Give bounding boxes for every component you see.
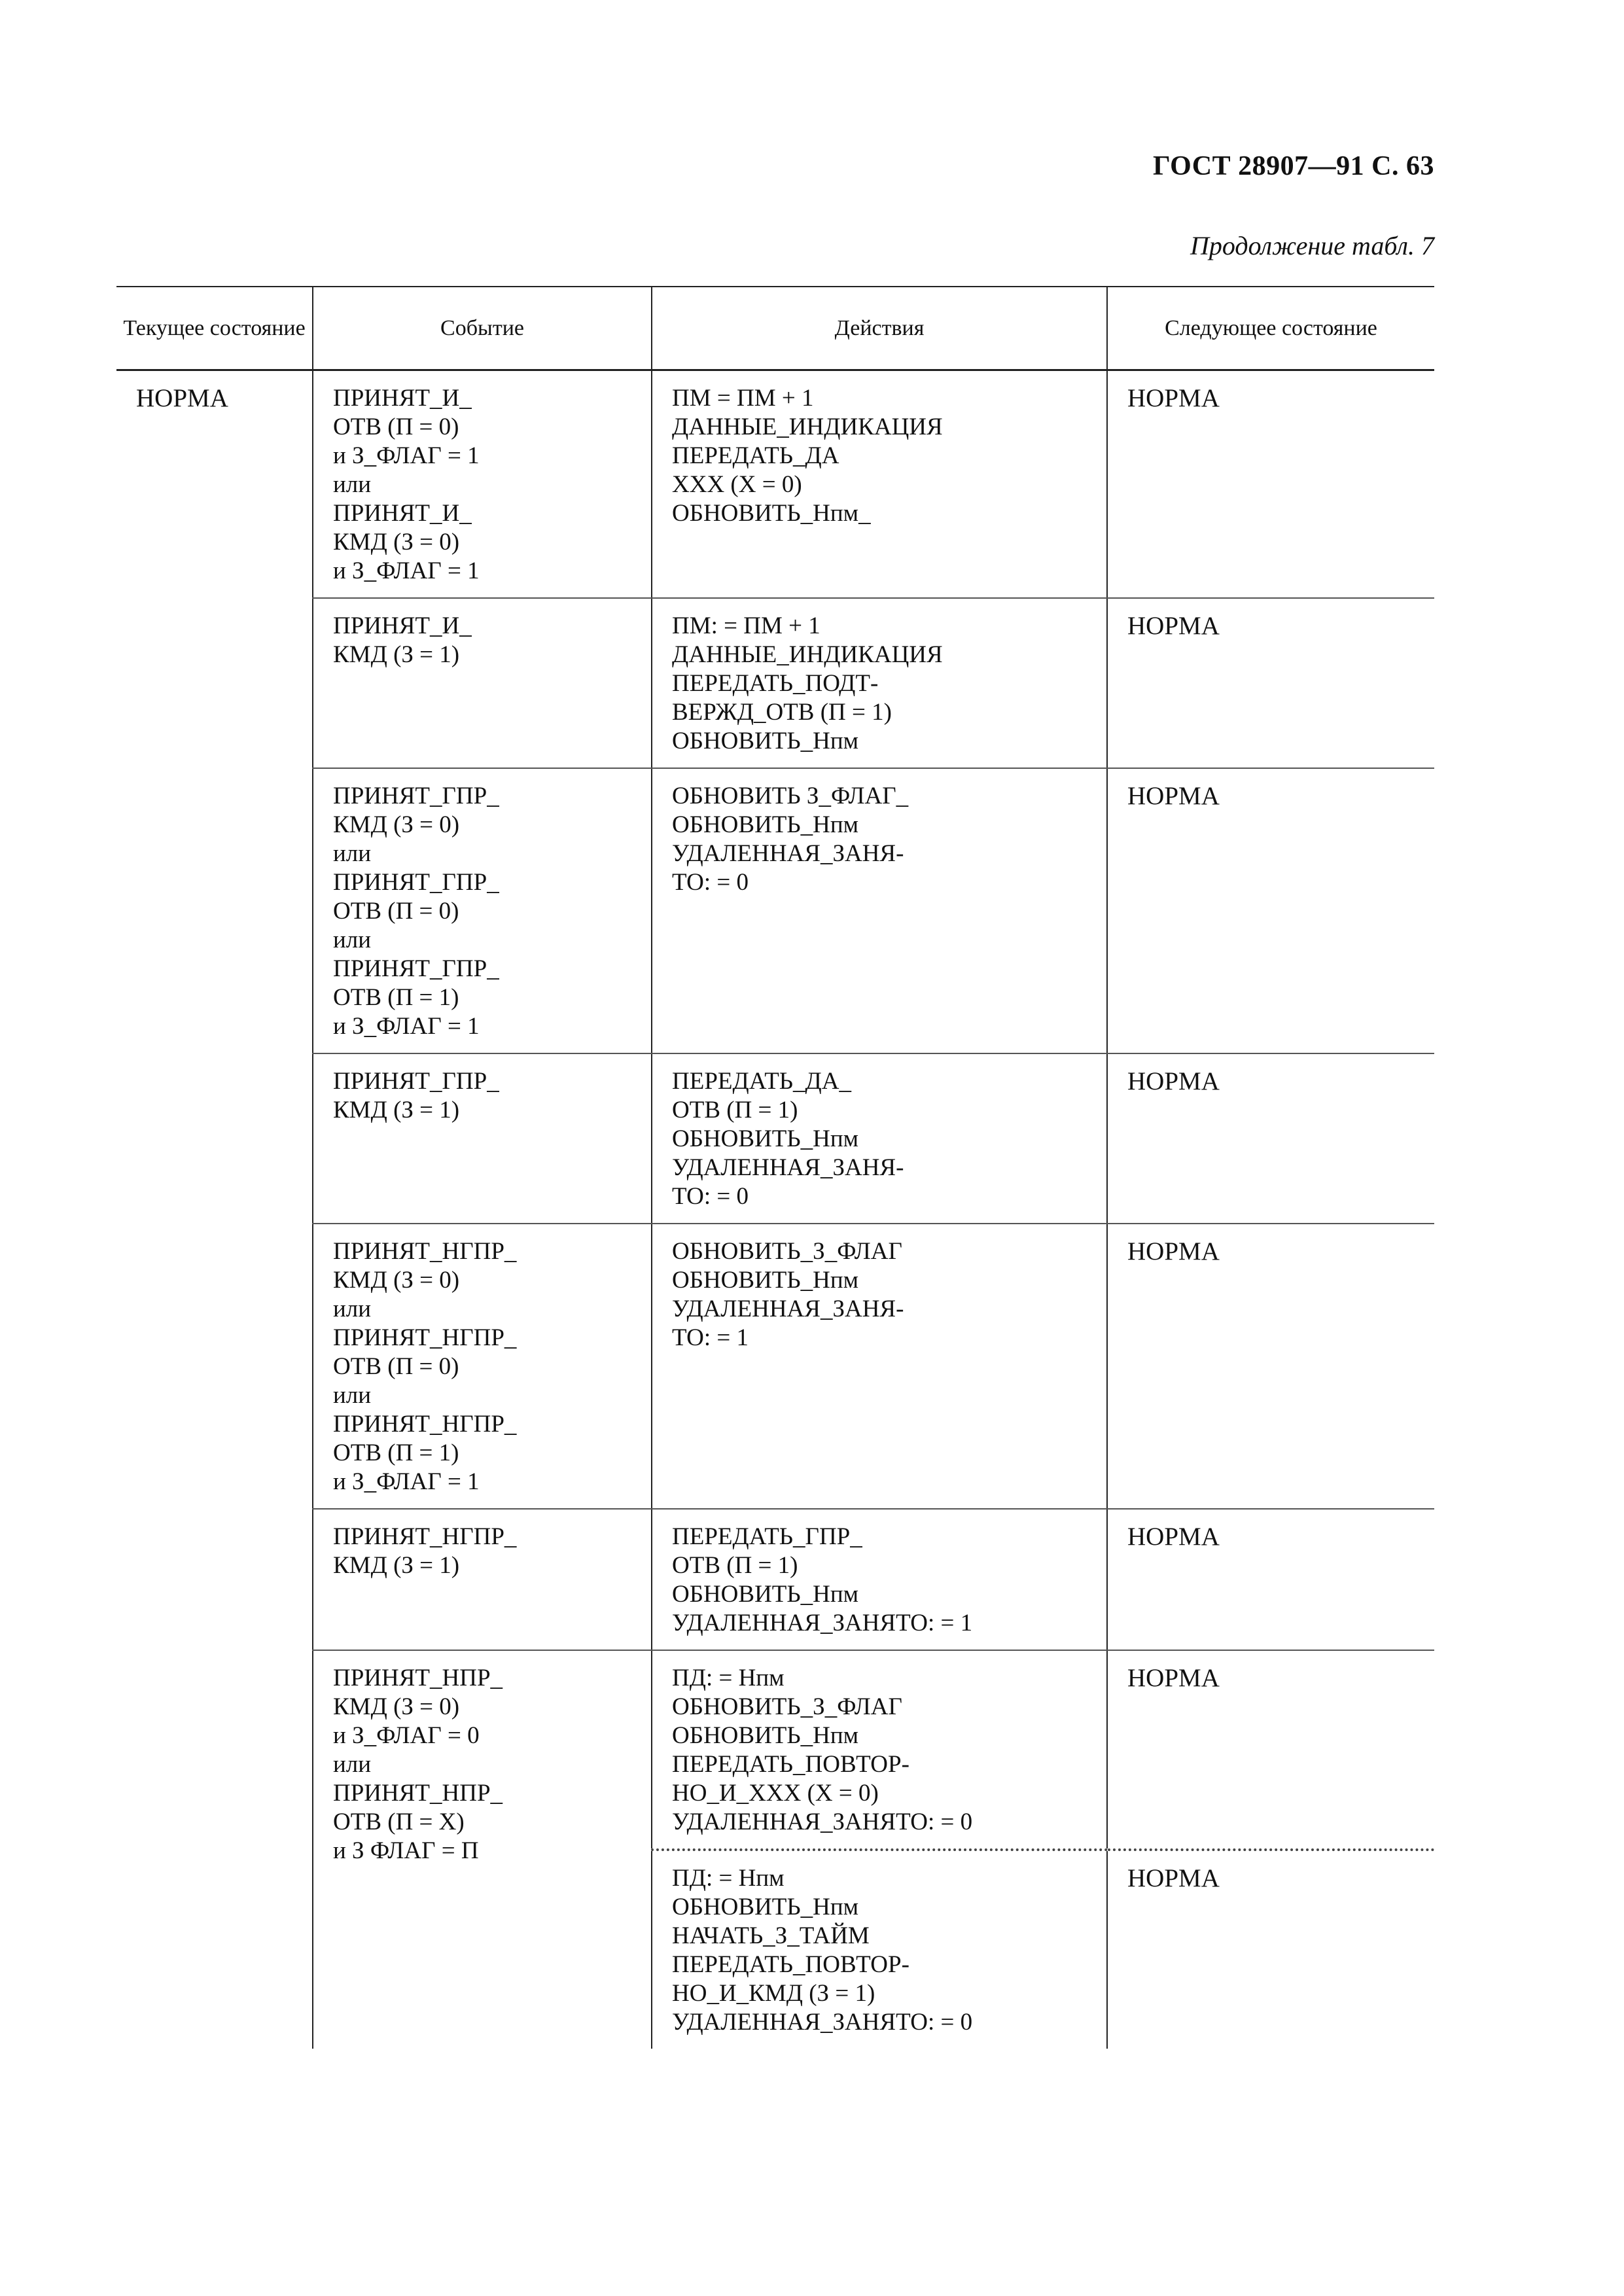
event-cell: ПРИНЯТ_НПР_ КМД (З = 0) и З_ФЛАГ = 0 или ПРИНЯТ_НПР_ ОТВ (П = Х) и З ФЛАГ = П (313, 1650, 652, 2049)
table-row (116, 1509, 1434, 1650)
header-current-state: Текущее состояние (116, 287, 313, 370)
table-row (116, 598, 1434, 768)
page-header: ГОСТ 28907—91 С. 63 (1152, 151, 1434, 181)
header-actions: Действия (652, 287, 1107, 370)
actions-cell: ОБНОВИТЬ_З_ФЛАГ ОБНОВИТЬ_Нпм УДАЛЕННАЯ_ЗАНЯ- ТО: = 1 (652, 1224, 1107, 1509)
table-row (116, 1224, 1434, 1509)
event-cell: ПРИНЯТ_ГПР_ КМД (З = 0) или ПРИНЯТ_ГПР_ ОТВ (П = 0) или ПРИНЯТ_ГПР_ ОТВ (П = 1) и З_ФЛАГ = 1 (313, 768, 652, 1053)
next-state-cell: НОРМА (1107, 1053, 1434, 1224)
table-continuation-caption: Продолжение табл. 7 (1190, 231, 1434, 260)
next-state-cell: НОРМА (1107, 598, 1434, 768)
table-row (116, 1650, 1434, 1850)
next-state-cell: НОРМА (1107, 370, 1434, 599)
next-state-cell: НОРМА (1107, 1650, 1434, 1850)
event-cell: ПРИНЯТ_НГПР_ КМД (З = 0) или ПРИНЯТ_НГПР_ ОТВ (П = 0) или ПРИНЯТ_НГПР_ ОТВ (П = 1) и З_ФЛАГ = 1 (313, 1224, 652, 1509)
event-cell: ПРИНЯТ_НГПР_ КМД (З = 1) (313, 1509, 652, 1650)
actions-cell: ПД: = Нпм ОБНОВИТЬ_Нпм НАЧАТЬ_З_ТАЙМ ПЕРЕДАТЬ_ПОВТОР- НО_И_КМД (З = 1) УДАЛЕННАЯ_ЗАНЯТО: = 0 (652, 1850, 1107, 2049)
table-row (116, 1053, 1434, 1224)
event-cell: ПРИНЯТ_ГПР_ КМД (З = 1) (313, 1053, 652, 1224)
table-row (116, 370, 1434, 599)
next-state-cell: НОРМА (1107, 1509, 1434, 1650)
actions-cell: ПМ: = ПМ + 1 ДАННЫЕ_ИНДИКАЦИЯ ПЕРЕДАТЬ_ПОДТ- ВЕРЖД_ОТВ (П = 1) ОБНОВИТЬ_Нпм (652, 598, 1107, 768)
table-header-row (116, 287, 1434, 370)
current-state-cell: НОРМА (136, 384, 228, 412)
next-state-cell: НОРМА (1107, 1850, 1434, 2049)
actions-cell: ПМ = ПМ + 1 ДАННЫЕ_ИНДИКАЦИЯ ПЕРЕДАТЬ_ДА ХХХ (Х = 0) ОБНОВИТЬ_Нпм_ (652, 370, 1107, 599)
actions-cell: ПЕРЕДАТЬ_ДА_ ОТВ (П = 1) ОБНОВИТЬ_Нпм УДАЛЕННАЯ_ЗАНЯ- ТО: = 0 (652, 1053, 1107, 1224)
actions-cell: ПЕРЕДАТЬ_ГПР_ ОТВ (П = 1) ОБНОВИТЬ_Нпм УДАЛЕННАЯ_ЗАНЯТО: = 1 (652, 1509, 1107, 1650)
actions-cell: ПД: = Нпм ОБНОВИТЬ_З_ФЛАГ ОБНОВИТЬ_Нпм ПЕРЕДАТЬ_ПОВТОР- НО_И_ХХХ (Х = 0) УДАЛЕННАЯ_ЗАНЯТО: = 0 (652, 1650, 1107, 1850)
event-cell: ПРИНЯТ_И_ ОТВ (П = 0) и З_ФЛАГ = 1 или ПРИНЯТ_И_ КМД (З = 0) и З_ФЛАГ = 1 (313, 370, 652, 599)
header-event: Событие (313, 287, 652, 370)
next-state-cell: НОРМА (1107, 768, 1434, 1053)
actions-cell: ОБНОВИТЬ З_ФЛАГ_ ОБНОВИТЬ_Нпм УДАЛЕННАЯ_ЗАНЯ- ТО: = 0 (652, 768, 1107, 1053)
header-next-state: Следующее состояние (1107, 287, 1434, 370)
event-cell: ПРИНЯТ_И_ КМД (З = 1) (313, 598, 652, 768)
next-state-cell: НОРМА (1107, 1224, 1434, 1509)
state-transition-table (116, 286, 1434, 2049)
table-row (116, 768, 1434, 1053)
